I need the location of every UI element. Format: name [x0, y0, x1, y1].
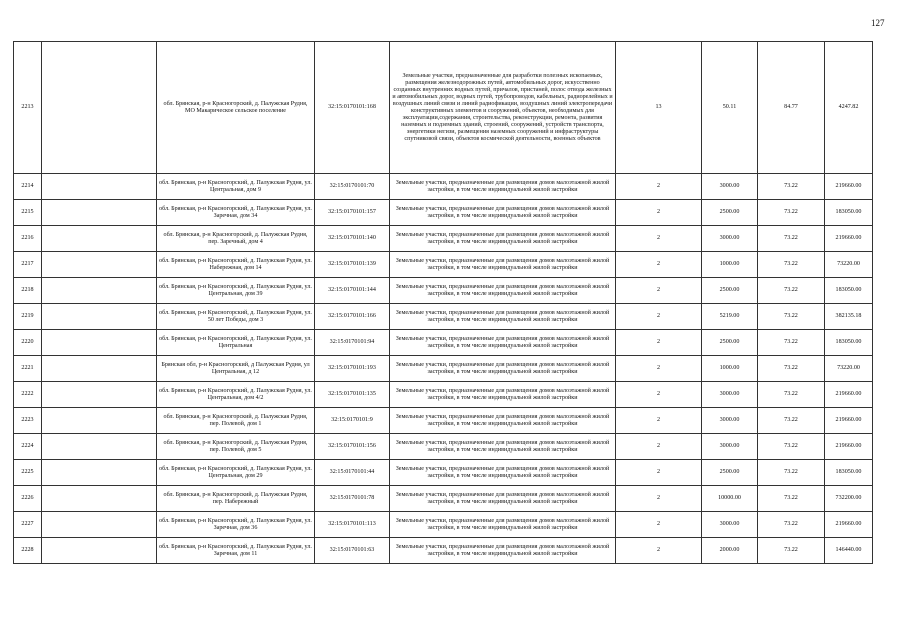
row-land-purpose: Земельные участки, предназначенные для размещения домов малоэтажной жилой застройки, в том числе индивидуальной жилой застройки	[390, 304, 616, 330]
row-value: 183050.00	[825, 460, 873, 486]
row-group: 2	[616, 174, 702, 200]
row-cadastral-number: 32:15:0170101:140	[315, 226, 390, 252]
row-group: 2	[616, 538, 702, 564]
row-land-purpose: Земельные участки, предназначенные для размещения домов малоэтажной жилой застройки, в том числе индивидуальной жилой застройки	[390, 486, 616, 512]
row-number: 2220	[14, 330, 42, 356]
row-address: обл. Брянская, р-н Красногорский, д. Палужская Рудня, ул. Центральная, дом 29	[157, 460, 315, 486]
row-cadastral-number: 32:15:0170101:44	[315, 460, 390, 486]
row-group: 2	[616, 486, 702, 512]
row-rate: 73.22	[758, 356, 825, 382]
row-number: 2216	[14, 226, 42, 252]
row-area: 2500.00	[702, 460, 758, 486]
row-group: 2	[616, 226, 702, 252]
row-rate: 73.22	[758, 200, 825, 226]
blank-cell	[42, 252, 157, 278]
row-value: 732200.00	[825, 486, 873, 512]
row-area: 1000.00	[702, 356, 758, 382]
row-area: 3000.00	[702, 226, 758, 252]
row-land-purpose: Земельные участки, предназначенные для размещения домов малоэтажной жилой застройки, в том числе индивидуальной жилой застройки	[390, 434, 616, 460]
row-address: обл. Брянская, р-н Красногорский, д. Палужская Рудня, ул. Центральная	[157, 330, 315, 356]
row-area: 3000.00	[702, 174, 758, 200]
row-address: обл. Брянская, р-н Красногорский, д. Палужская Рудня, пер. Заречный, дом 4	[157, 226, 315, 252]
row-rate: 73.22	[758, 486, 825, 512]
row-area: 2500.00	[702, 330, 758, 356]
row-land-purpose: Земельные участки, предназначенные для размещения домов малоэтажной жилой застройки, в том числе индивидуальной жилой застройки	[390, 538, 616, 564]
blank-cell	[42, 174, 157, 200]
row-area: 3000.00	[702, 382, 758, 408]
table-row	[14, 434, 873, 460]
row-rate: 84.77	[758, 42, 825, 174]
row-value: 219660.00	[825, 174, 873, 200]
row-cadastral-number: 32:15:0170101:70	[315, 174, 390, 200]
row-area: 3000.00	[702, 434, 758, 460]
table-row	[14, 278, 873, 304]
row-address: обл. Брянская, р-н Красногорский, д. Палужская Рудня, ул. 50 лет Победы, дом 3	[157, 304, 315, 330]
row-area: 3000.00	[702, 408, 758, 434]
row-number: 2219	[14, 304, 42, 330]
row-cadastral-number: 32:15:0170101:78	[315, 486, 390, 512]
row-group: 2	[616, 356, 702, 382]
blank-cell	[42, 278, 157, 304]
row-address: обл. Брянская, р-н Красногорский, д. Палужская Рудня, ул. Центральная, дом 39	[157, 278, 315, 304]
row-group: 2	[616, 278, 702, 304]
row-cadastral-number: 32:15:0170101:144	[315, 278, 390, 304]
row-rate: 73.22	[758, 174, 825, 200]
row-area: 50.11	[702, 42, 758, 174]
row-rate: 73.22	[758, 252, 825, 278]
row-area: 10000.00	[702, 486, 758, 512]
blank-cell	[42, 330, 157, 356]
table-row	[14, 226, 873, 252]
row-number: 2225	[14, 460, 42, 486]
row-cadastral-number: 32:15:0170101:193	[315, 356, 390, 382]
row-rate: 73.22	[758, 408, 825, 434]
row-value: 382135.18	[825, 304, 873, 330]
row-cadastral-number: 32:15:0170101:157	[315, 200, 390, 226]
blank-cell	[42, 538, 157, 564]
row-number: 2215	[14, 200, 42, 226]
row-area: 1000.00	[702, 252, 758, 278]
row-group: 2	[616, 330, 702, 356]
row-group: 2	[616, 408, 702, 434]
row-address: Брянская обл, р-н Красногорский, д Палужская Рудня, ул Центральная, д 12	[157, 356, 315, 382]
row-address: обл. Брянская, р-н Красногорский, д. Палужская Рудня, пер. Набережный	[157, 486, 315, 512]
row-group: 2	[616, 512, 702, 538]
table-row	[14, 408, 873, 434]
row-value: 219660.00	[825, 434, 873, 460]
table-row	[14, 538, 873, 564]
row-area: 3000.00	[702, 512, 758, 538]
row-cadastral-number: 32:15:0170101:63	[315, 538, 390, 564]
blank-cell	[42, 408, 157, 434]
land-registry-table	[13, 41, 873, 564]
row-address: обл. Брянская, р-н Красногорский, д. Палужская Рудня, ул. Заречная, дом 11	[157, 538, 315, 564]
blank-cell	[42, 512, 157, 538]
row-value: 219660.00	[825, 226, 873, 252]
row-number: 2224	[14, 434, 42, 460]
row-value: 73220.00	[825, 356, 873, 382]
row-address: обл. Брянская, р-н Красногорский, д. Палужская Рудня, пер. Полевой, дом 5	[157, 434, 315, 460]
table-row	[14, 174, 873, 200]
row-area: 2500.00	[702, 200, 758, 226]
row-group: 2	[616, 252, 702, 278]
row-cadastral-number: 32:15:0170101:113	[315, 512, 390, 538]
page-number: 127	[871, 18, 885, 28]
row-land-purpose: Земельные участки, предназначенные для размещения домов малоэтажной жилой застройки, в том числе индивидуальной жилой застройки	[390, 408, 616, 434]
row-number: 2226	[14, 486, 42, 512]
row-land-purpose: Земельные участки, предназначенные для размещения домов малоэтажной жилой застройки, в том числе индивидуальной жилой застройки	[390, 278, 616, 304]
blank-cell	[42, 434, 157, 460]
row-number: 2222	[14, 382, 42, 408]
table-row	[14, 382, 873, 408]
blank-cell	[42, 486, 157, 512]
row-rate: 73.22	[758, 226, 825, 252]
blank-cell	[42, 226, 157, 252]
row-group: 2	[616, 200, 702, 226]
row-land-purpose: Земельные участки, предназначенные для размещения домов малоэтажной жилой застройки, в том числе индивидуальной жилой застройки	[390, 200, 616, 226]
row-value: 183050.00	[825, 330, 873, 356]
row-value: 183050.00	[825, 278, 873, 304]
row-rate: 73.22	[758, 278, 825, 304]
row-group: 2	[616, 434, 702, 460]
row-value: 183050.00	[825, 200, 873, 226]
row-group: 2	[616, 460, 702, 486]
row-land-purpose: Земельные участки, предназначенные для размещения домов малоэтажной жилой застройки, в том числе индивидуальной жилой застройки	[390, 252, 616, 278]
row-rate: 73.22	[758, 538, 825, 564]
row-area: 5219.00	[702, 304, 758, 330]
row-land-purpose: Земельные участки, предназначенные для разработки полезных ископаемых, размещения железнодорожных путей, автомобильных дорог, искусственно созданных внутренних водных путей, причалов, пристаней, полос отвода железных и автомобильных дорог, водных путей, трубопроводов, кабельных, радиорелейных и воздушных линий связи и линий радиофикации, воздушных линий электропередачи конструктивных элементов и сооружений, объектов, необходимых для эксплуатации,содержания, строительства, реконструкции, ремонта, развития наземных и подземных зданий, строений, сооружений, устройств транспорта, энергетики негизи, размещения наземных сооружений и инфраструктуры спутниковой связи, объектов космической деятельности, военных объектов	[390, 42, 616, 174]
row-land-purpose: Земельные участки, предназначенные для размещения домов малоэтажной жилой застройки, в том числе индивидуальной жилой застройки	[390, 512, 616, 538]
row-cadastral-number: 32:15:0170101:139	[315, 252, 390, 278]
row-address: обл. Брянская, р-н Красногорский, д. Палужская Рудня, ул. Набережная, дом 14	[157, 252, 315, 278]
table-row	[14, 486, 873, 512]
row-address: обл. Брянская, р-н Красногорский, д. Палужская Рудня, ул. Центральная, дом 9	[157, 174, 315, 200]
table-row	[14, 304, 873, 330]
row-group: 2	[616, 382, 702, 408]
table-body	[14, 42, 873, 564]
row-number: 2228	[14, 538, 42, 564]
row-value: 73220.00	[825, 252, 873, 278]
blank-cell	[42, 460, 157, 486]
blank-cell	[42, 356, 157, 382]
row-number: 2218	[14, 278, 42, 304]
row-rate: 73.22	[758, 304, 825, 330]
table-row	[14, 460, 873, 486]
row-land-purpose: Земельные участки, предназначенные для размещения домов малоэтажной жилой застройки, в том числе индивидуальной жилой застройки	[390, 226, 616, 252]
row-value: 219660.00	[825, 382, 873, 408]
blank-cell	[42, 382, 157, 408]
row-rate: 73.22	[758, 512, 825, 538]
row-value: 219660.00	[825, 512, 873, 538]
blank-cell	[42, 200, 157, 226]
table-row	[14, 330, 873, 356]
row-cadastral-number: 32:15:0170101:135	[315, 382, 390, 408]
row-number: 2214	[14, 174, 42, 200]
table-row	[14, 252, 873, 278]
row-cadastral-number: 32:15:0170101:156	[315, 434, 390, 460]
row-number: 2227	[14, 512, 42, 538]
row-land-purpose: Земельные участки, предназначенные для размещения домов малоэтажной жилой застройки, в том числе индивидуальной жилой застройки	[390, 382, 616, 408]
row-land-purpose: Земельные участки, предназначенные для размещения домов малоэтажной жилой застройки, в том числе индивидуальной жилой застройки	[390, 330, 616, 356]
row-address: обл. Брянская, р-н Красногорский, д. Палужская Рудня, МО Макарическое сельское поселение	[157, 42, 315, 174]
row-group: 13	[616, 42, 702, 174]
row-cadastral-number: 32:15:0170101:94	[315, 330, 390, 356]
row-cadastral-number: 32:15:0170101:9	[315, 408, 390, 434]
row-land-purpose: Земельные участки, предназначенные для размещения домов малоэтажной жилой застройки, в том числе индивидуальной жилой застройки	[390, 174, 616, 200]
row-number: 2223	[14, 408, 42, 434]
row-rate: 73.22	[758, 382, 825, 408]
row-cadastral-number: 32:15:0170101:168	[315, 42, 390, 174]
blank-cell	[42, 42, 157, 174]
row-rate: 73.22	[758, 330, 825, 356]
row-area: 2500.00	[702, 278, 758, 304]
row-number: 2217	[14, 252, 42, 278]
row-cadastral-number: 32:15:0170101:166	[315, 304, 390, 330]
row-number: 2213	[14, 42, 42, 174]
row-address: обл. Брянская, р-н Красногорский, д. Палужская Рудня, ул. Заречная, дом 36	[157, 512, 315, 538]
row-rate: 73.22	[758, 434, 825, 460]
row-address: обл. Брянская, р-н Красногорский, д. Палужская Рудня, ул. Центральная, дом 4/2	[157, 382, 315, 408]
table-row	[14, 512, 873, 538]
blank-cell	[42, 304, 157, 330]
row-address: обл. Брянская, р-н Красногорский, д. Палужская Рудня, пер. Полевой, дом 1	[157, 408, 315, 434]
row-value: 219660.00	[825, 408, 873, 434]
table-row	[14, 356, 873, 382]
row-group: 2	[616, 304, 702, 330]
row-land-purpose: Земельные участки, предназначенные для размещения домов малоэтажной жилой застройки, в том числе индивидуальной жилой застройки	[390, 460, 616, 486]
row-address: обл. Брянская, р-н Красногорский, д. Палужская Рудня, ул. Заречная, дом 34	[157, 200, 315, 226]
table-row	[14, 200, 873, 226]
table-row	[14, 42, 873, 174]
row-value: 146440.00	[825, 538, 873, 564]
row-rate: 73.22	[758, 460, 825, 486]
row-number: 2221	[14, 356, 42, 382]
row-value: 4247.82	[825, 42, 873, 174]
row-area: 2000.00	[702, 538, 758, 564]
row-land-purpose: Земельные участки, предназначенные для размещения домов малоэтажной жилой застройки, в том числе индивидуальной жилой застройки	[390, 356, 616, 382]
